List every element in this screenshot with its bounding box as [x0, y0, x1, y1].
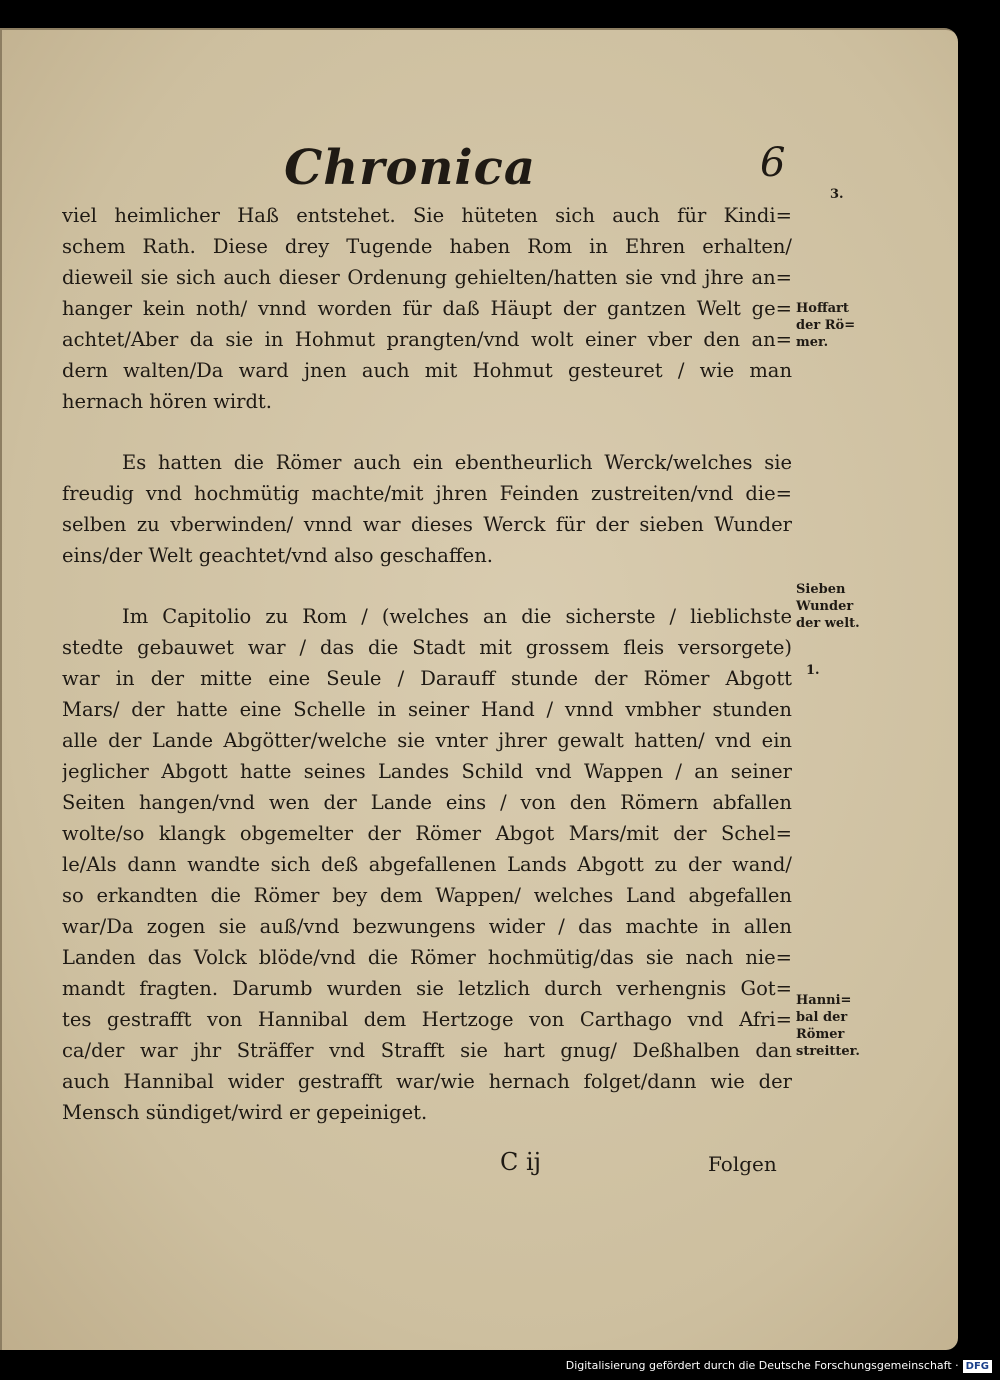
body-text — [62, 200, 792, 1158]
text-line: war/Da zogen sie auß/vnd bezwungens wider / das machte in allen — [62, 915, 792, 938]
paragraph-1 — [62, 200, 792, 417]
text-line: war in der mitte eine Seule / Darauff stunde der Römer Abgott — [62, 667, 792, 690]
running-title: Chronica — [284, 140, 536, 196]
text-line: jeglicher Abgott hatte seines Landes Schild vnd Wappen / an seiner — [62, 760, 792, 783]
text-line: freudig vnd hochmütig machte/mit jhren Feinden zustreiten/vnd die= — [62, 482, 792, 505]
digitization-credit — [0, 1356, 992, 1376]
text-line: schem Rath. Diese drey Tugende haben Rom in Ehren erhalten/ — [62, 235, 792, 258]
text-line: stedte gebauwet war / das die Stadt mit grossem fleis versorgete) — [62, 636, 792, 659]
text-line: auch Hannibal wider gestrafft war/wie hernach folget/dann wie der — [62, 1070, 792, 1093]
text-line: hernach hören wirdt. — [62, 390, 272, 413]
page-number: 6 — [760, 140, 786, 186]
text-line: Landen das Volck blöde/vnd die Römer hochmütig/das sie nach nie= — [62, 946, 792, 969]
text-line: wolte/so klangk obgemelter der Römer Abgot Mars/mit der Schel= — [62, 822, 792, 845]
text-line: so erkandten die Römer bey dem Wappen/ welches Land abgefallen — [62, 884, 792, 907]
text-line: tes gestrafft von Hannibal dem Hertzoge von Carthago vnd Afri= — [62, 1008, 792, 1031]
text-line: dieweil sie sich auch dieser Ordenung gehielten/hatten sie vnd jhre an= — [62, 266, 792, 289]
dfg-logo: DFG — [963, 1360, 992, 1373]
text-line: selben zu vberwinden/ vnnd war dieses Werck für der sieben Wunder — [62, 513, 792, 536]
catchword: Folgen — [708, 1152, 777, 1176]
margin-note-3: 3. — [830, 187, 844, 202]
margin-note-hannibal: Hanni= bal der Römer streitter. — [796, 993, 860, 1059]
margin-note-hoffart: Hoffart der Rö= mer. — [796, 301, 856, 350]
text-line: Es hatten die Römer auch ein ebentheurlich Werck/welches sie — [122, 451, 792, 474]
margin-note-1: 1. — [806, 663, 820, 678]
text-line: Im Capitolio zu Rom / (welches an die sicherste / lieblichste — [122, 605, 792, 628]
paragraph-3 — [62, 601, 792, 1128]
text-line: ca/der war jhr Sträffer vnd Strafft sie hart gnug/ Deßhalben dan — [62, 1039, 792, 1062]
text-line: eins/der Welt geachtet/vnd also geschaffen. — [62, 544, 493, 567]
signature-mark: C ij — [500, 1148, 542, 1176]
text-line: mandt fragten. Darumb wurden sie letzlich durch verhengnis Got= — [62, 977, 792, 1000]
margin-note-sieben-wunder: Sieben Wunder der welt. — [796, 582, 860, 631]
text-line: hanger kein noth/ vnnd worden für daß Häupt der gantzen Welt ge= — [62, 297, 792, 320]
text-line: alle der Lande Abgötter/welche sie vnter jhrer gewalt hatten/ vnd ein — [62, 729, 792, 752]
book-page — [0, 28, 958, 1350]
paragraph-2 — [62, 447, 792, 571]
text-line: achtet/Aber da sie in Hohmut prangten/vnd wolt einer vber den an= — [62, 328, 792, 351]
text-line: Mars/ der hatte eine Schelle in seiner Hand / vnnd vmbher stunden — [62, 698, 792, 721]
text-line: Mensch sündiget/wird er gepeiniget. — [62, 1101, 428, 1124]
credit-text: Digitalisierung gefördert durch die Deutsche Forschungsgemeinschaft · — [565, 1359, 959, 1372]
text-line: dern walten/Da ward jnen auch mit Hohmut gesteuret / wie man — [62, 359, 792, 382]
text-line: le/Als dann wandte sich deß abgefallenen Lands Abgott zu der wand/ — [62, 853, 792, 876]
text-line: viel heimlicher Haß entstehet. Sie hüteten sich auch für Kindi= — [62, 204, 792, 227]
text-line: Seiten hangen/vnd wen der Lande eins / von den Römern abfallen — [62, 791, 792, 814]
